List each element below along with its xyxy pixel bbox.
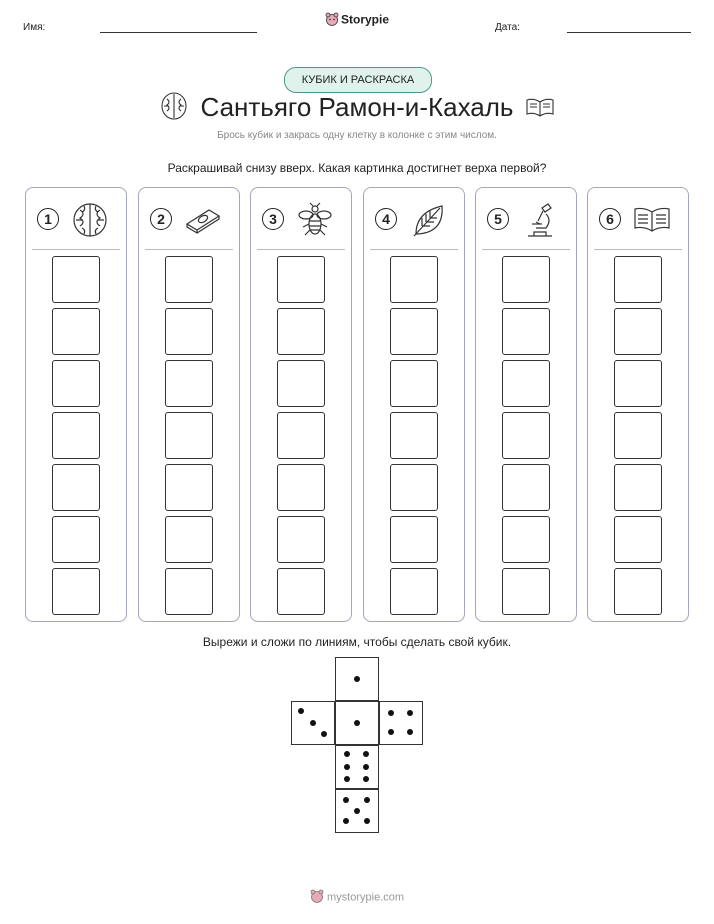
color-cell[interactable]	[614, 568, 662, 615]
column-number: 1	[37, 208, 59, 230]
color-cell[interactable]	[614, 256, 662, 303]
color-cell[interactable]	[277, 256, 325, 303]
color-cell[interactable]	[52, 516, 100, 563]
column-number: 2	[150, 208, 172, 230]
open-book-icon	[632, 202, 672, 238]
die-pip	[354, 676, 360, 682]
color-cell[interactable]	[165, 516, 213, 563]
color-cell[interactable]	[165, 308, 213, 355]
cut-instruction: Вырежи и сложи по линиям, чтобы сделать свой кубик.	[202, 635, 512, 649]
column-divider	[482, 249, 570, 250]
color-cell[interactable]	[614, 516, 662, 563]
column-divider	[594, 249, 682, 250]
color-cell[interactable]	[165, 360, 213, 407]
column-1	[25, 187, 127, 622]
column-number: 4	[375, 208, 397, 230]
column-5	[475, 187, 577, 622]
color-cell[interactable]	[390, 568, 438, 615]
footer-url: mystorypie.com	[327, 891, 405, 904]
color-cell[interactable]	[277, 412, 325, 459]
die-pip	[343, 818, 349, 824]
color-cell[interactable]	[52, 308, 100, 355]
die-face-1	[335, 657, 379, 701]
brand-logo	[0, 12, 714, 29]
color-cell[interactable]	[390, 516, 438, 563]
die-pip	[344, 764, 350, 770]
die-pip	[388, 729, 394, 735]
color-cell[interactable]	[277, 308, 325, 355]
color-cell[interactable]	[390, 412, 438, 459]
color-cell[interactable]	[277, 568, 325, 615]
leaf-icon	[408, 202, 448, 238]
column-divider	[370, 249, 458, 250]
color-cell[interactable]	[52, 412, 100, 459]
die-pip	[363, 776, 369, 782]
color-cell[interactable]	[502, 256, 550, 303]
brand-name: Storypie	[340, 12, 389, 27]
column-number: 5	[487, 208, 509, 230]
die-pip	[298, 708, 304, 714]
column-6	[587, 187, 689, 622]
color-cell[interactable]	[52, 568, 100, 615]
column-3	[250, 187, 352, 622]
die-face-1	[335, 701, 379, 745]
color-cell[interactable]	[165, 256, 213, 303]
color-cell[interactable]	[502, 464, 550, 511]
name-line	[100, 32, 257, 33]
die-face-4	[379, 701, 423, 745]
die-face-5	[335, 789, 379, 833]
color-cell[interactable]	[390, 256, 438, 303]
column-divider	[32, 249, 120, 250]
instruction: Раскрашивай снизу вверх. Какая картинка достигнет верха первой?	[167, 161, 547, 175]
die-pip	[354, 808, 360, 814]
color-cell[interactable]	[390, 360, 438, 407]
color-cell[interactable]	[614, 412, 662, 459]
die-pip	[407, 710, 413, 716]
die-pip	[321, 731, 327, 737]
color-cell[interactable]	[52, 464, 100, 511]
die-pip	[344, 776, 350, 782]
date-label: Дата:	[495, 22, 520, 33]
color-cell[interactable]	[165, 412, 213, 459]
color-cell[interactable]	[277, 464, 325, 511]
die-pip	[310, 720, 316, 726]
die-pip	[363, 751, 369, 757]
microscope-icon	[520, 202, 560, 238]
color-cell[interactable]	[390, 308, 438, 355]
die-pip	[388, 710, 394, 716]
die-pip	[364, 797, 370, 803]
die-face-3	[291, 701, 335, 745]
color-cell[interactable]	[614, 464, 662, 511]
open-book-icon	[525, 97, 555, 119]
activity-badge: КУБИК И РАСКРАСКА	[284, 67, 432, 93]
color-cell[interactable]	[52, 256, 100, 303]
die-face-6	[335, 745, 379, 789]
color-cell[interactable]	[277, 516, 325, 563]
subtitle: Брось кубик и закрась одну клетку в колонке с этим числом.	[217, 130, 497, 141]
footer-mascot-icon	[310, 889, 324, 906]
die-pip	[407, 729, 413, 735]
color-cell[interactable]	[277, 360, 325, 407]
color-cell[interactable]	[502, 568, 550, 615]
bee-icon	[295, 202, 335, 238]
mascot-icon	[325, 12, 339, 29]
column-divider	[257, 249, 345, 250]
photo-slide-icon	[183, 202, 223, 238]
column-number: 3	[262, 208, 284, 230]
color-cell[interactable]	[614, 308, 662, 355]
date-line	[567, 32, 691, 33]
column-number: 6	[599, 208, 621, 230]
color-cell[interactable]	[502, 516, 550, 563]
name-label: Имя:	[23, 22, 46, 33]
color-cell[interactable]	[502, 412, 550, 459]
die-pip	[364, 818, 370, 824]
column-4	[363, 187, 465, 622]
color-cell[interactable]	[52, 360, 100, 407]
color-cell[interactable]	[614, 360, 662, 407]
column-2	[138, 187, 240, 622]
die-pip	[363, 764, 369, 770]
page-title: Сантьяго Рамон-и-Кахаль	[200, 92, 514, 122]
die-pip	[344, 751, 350, 757]
column-divider	[145, 249, 233, 250]
color-cell[interactable]	[502, 360, 550, 407]
footer	[0, 889, 714, 906]
color-cell[interactable]	[165, 568, 213, 615]
color-cell[interactable]	[390, 464, 438, 511]
brain-icon	[70, 202, 110, 238]
color-cell[interactable]	[502, 308, 550, 355]
die-pip	[343, 797, 349, 803]
die-pip	[354, 720, 360, 726]
color-cell[interactable]	[165, 464, 213, 511]
